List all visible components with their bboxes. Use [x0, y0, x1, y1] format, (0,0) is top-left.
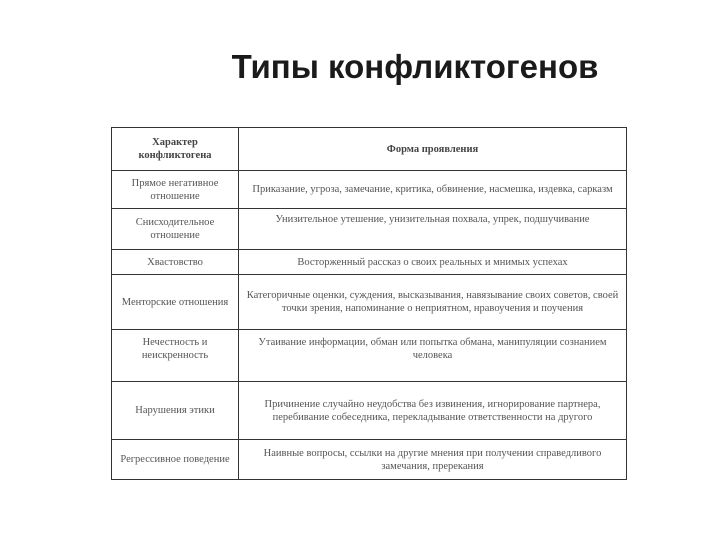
table-row [112, 440, 627, 480]
row-form: Унизительное утешение, унизительная похвала, упрек, подшучивание [239, 209, 627, 250]
row-form: Приказание, угроза, замечание, критика, обвинение, насмешка, издевка, сарказм [239, 171, 627, 209]
table-row [112, 330, 627, 382]
row-character: Менторские отношения [112, 275, 239, 330]
row-form: Утаивание информации, обман или попытка обмана, манипуляции сознанием человека [239, 330, 627, 382]
table-row [112, 171, 627, 209]
row-form: Наивные вопросы, ссылки на другие мнения при получении справедливого замечания, пререкания [239, 440, 627, 480]
table-row [112, 275, 627, 330]
row-character: Нарушения этики [112, 382, 239, 440]
table-row [112, 250, 627, 275]
slide-title: Типы конфликтогенов [231, 48, 599, 85]
row-character: Нечестность и неискренность [112, 330, 239, 382]
header-form: Форма проявления [239, 128, 627, 171]
row-character: Снисходительное отношение [112, 209, 239, 250]
row-character: Регрессивное поведение [112, 440, 239, 480]
conflictogens-table [111, 127, 627, 480]
row-character: Прямое негативное отношение [112, 171, 239, 209]
table-row [112, 209, 627, 250]
row-character: Хвастовство [112, 250, 239, 275]
table-row [112, 382, 627, 440]
table-header-row [112, 128, 627, 171]
row-form: Категоричные оценки, суждения, высказывания, навязывание своих советов, своей точки зрения, напоминание о неприятном, нравоучения и поучения [239, 275, 627, 330]
row-form: Восторженный рассказ о своих реальных и мнимых успехах [239, 250, 627, 275]
row-form: Причинение случайно неудобства без извинения, игнорирование партнера, перебивание собеседника, перекладывание ответственности на другого [239, 382, 627, 440]
header-character: Характер конфликтогена [112, 128, 239, 171]
